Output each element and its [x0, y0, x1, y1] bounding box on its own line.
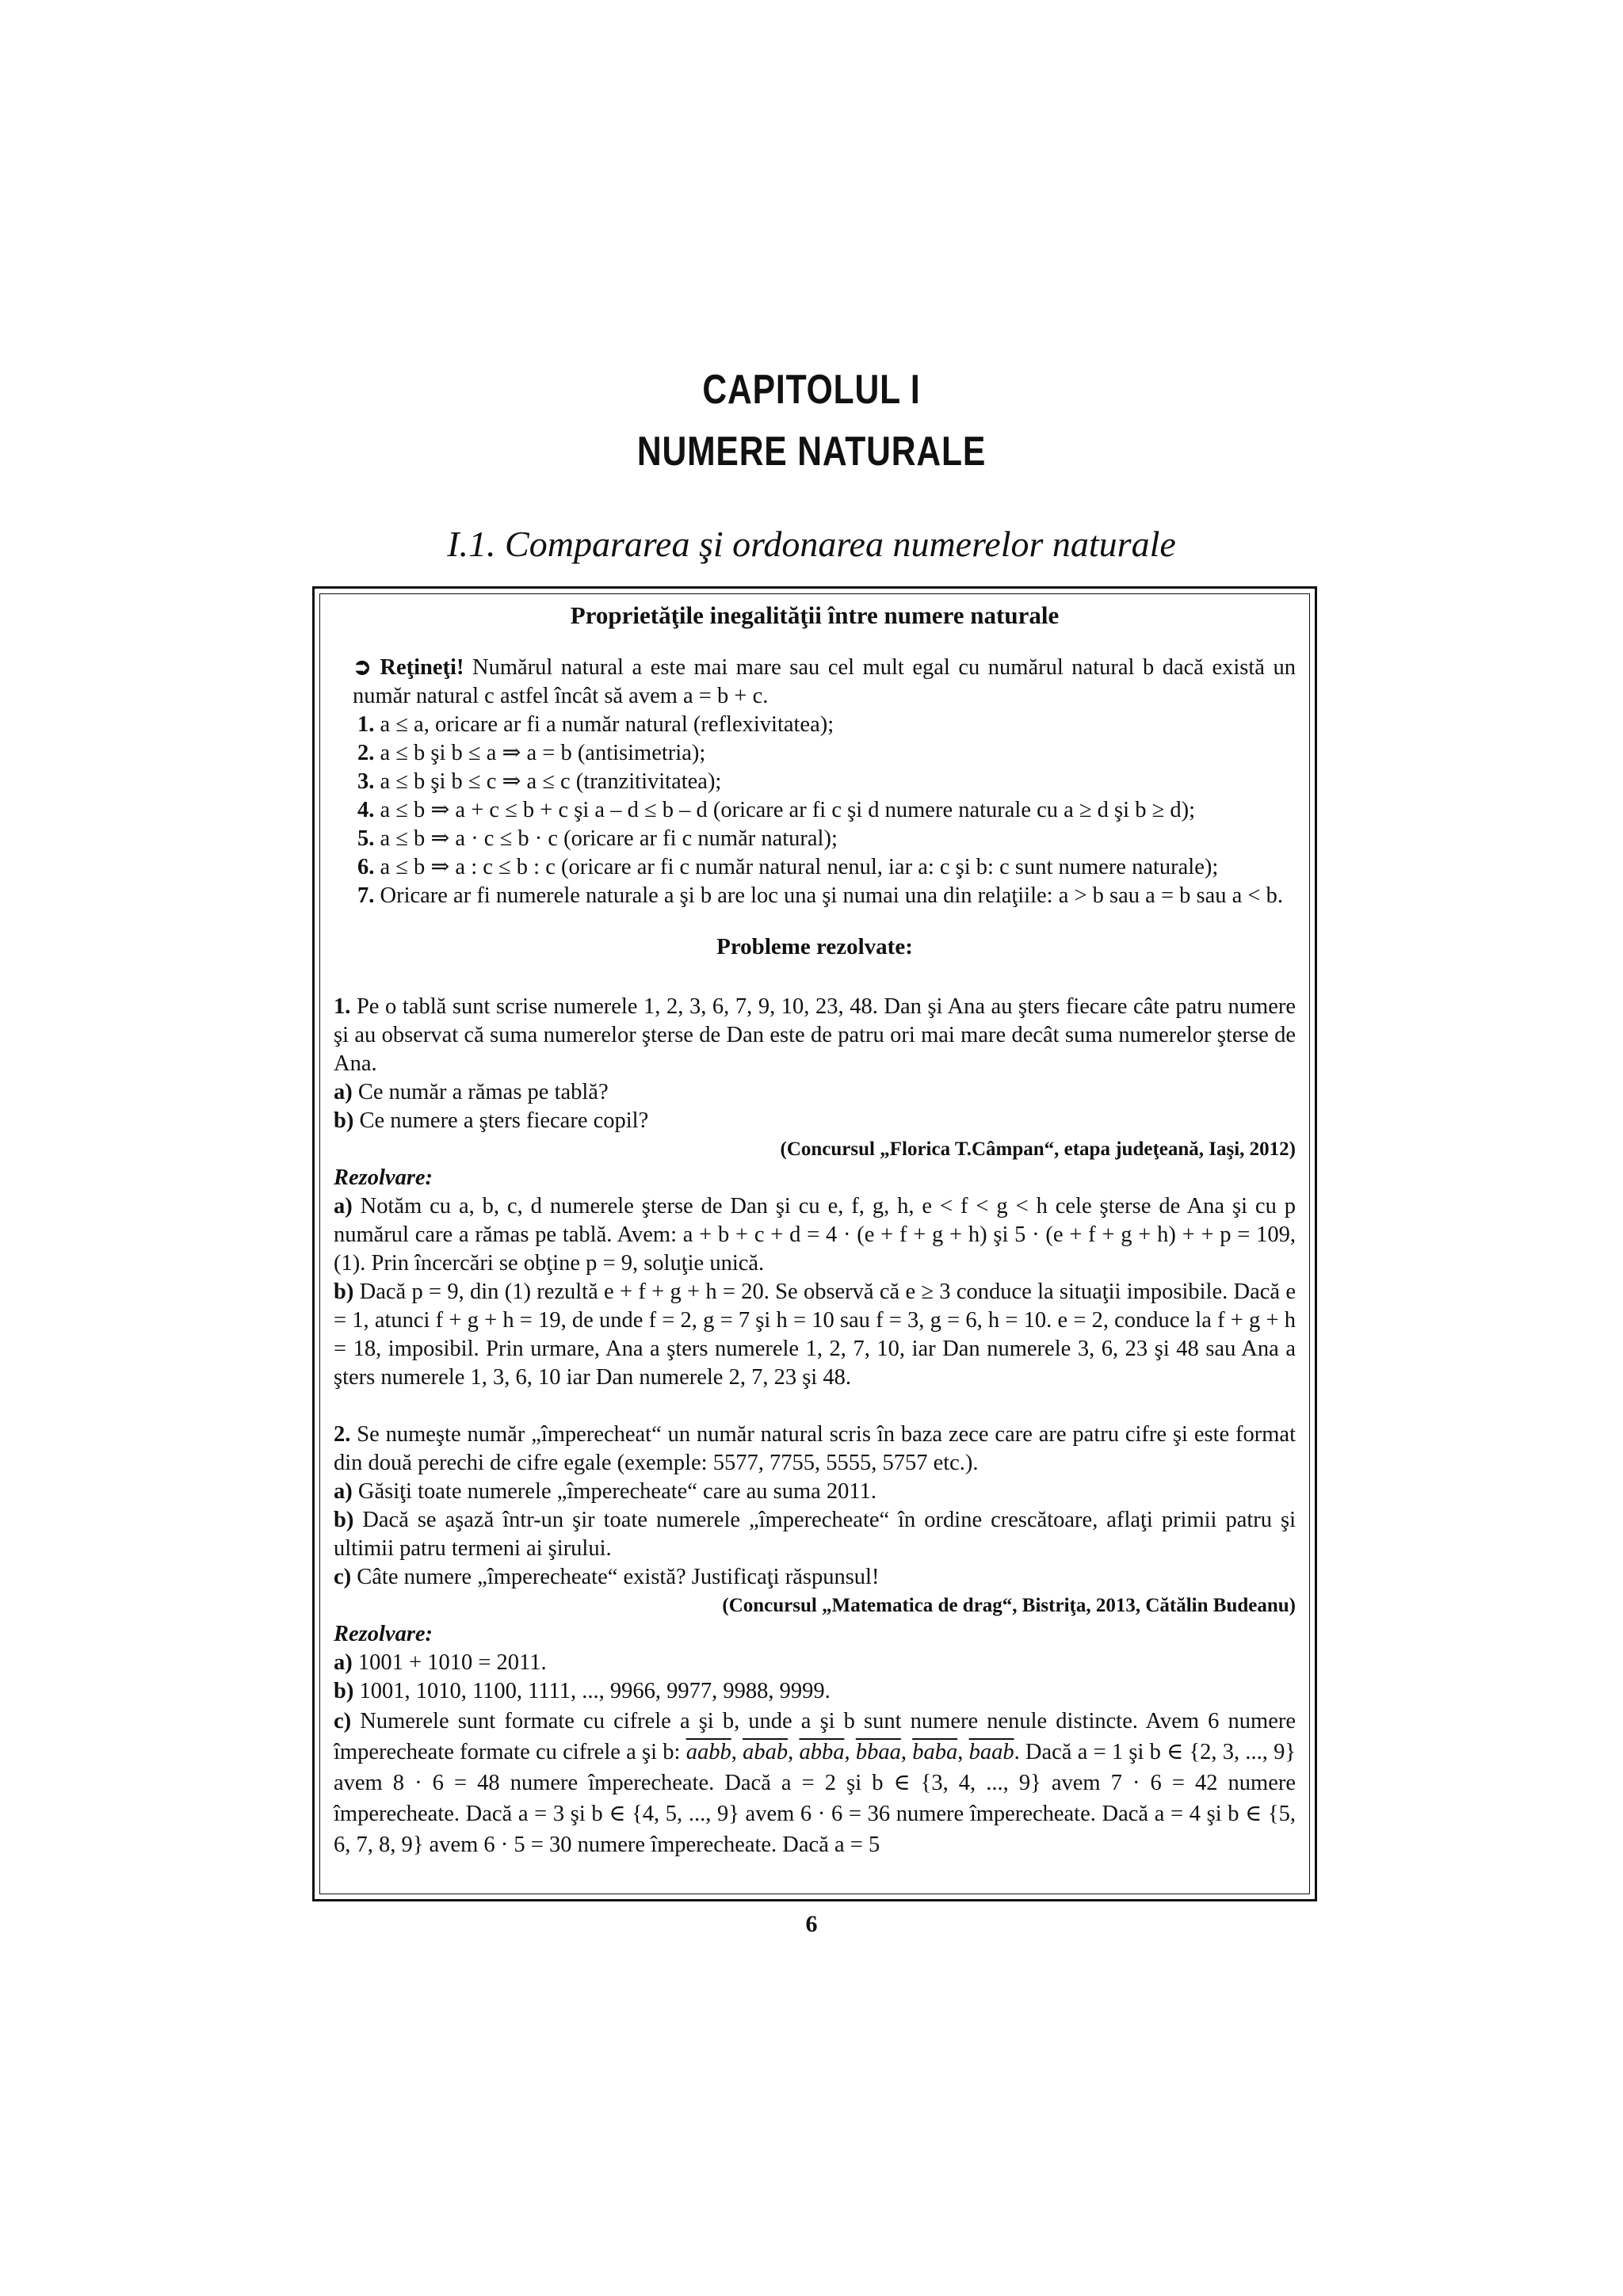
solved-problems-title: Probleme rezolvate: — [716, 934, 913, 959]
property-text: Oricare ar fi numerele naturale a şi b are loc una şi numai una din relaţiile: a > b sau a = b sau a < b. — [374, 883, 1283, 908]
solution-text: Numerele sunt formate cu cifrele a şi b, unde a şi b sunt numere nenule distincte. Avem 6 numere împerecheate formate cu cifrele a şi b: — [334, 1709, 1296, 1764]
problem-1-source: (Concursul „Florica T.Câmpan“, etapa judeţeană, Iaşi, 2012) — [780, 1138, 1296, 1160]
property-item — [334, 711, 1296, 739]
solution-text: 1001, 1010, 1100, 1111, ..., 9966, 9977, 9988, 9999. — [353, 1679, 831, 1703]
problem-text: Pe o tablă sunt scrise numerele 1, 2, 3, 6, 7, 9, 10, 23, 48. Dan şi Ana au şters fiecare câte patru numere şi au observat că suma numerelor şterse de Dan este de patru ori mai mare decât suma numerelor şterse de Ana. — [334, 994, 1296, 1076]
problem-1-statement — [334, 993, 1296, 1078]
problem-2-solution-a — [334, 1649, 1296, 1677]
question-text: Ce număr a rămas pe tablă? — [352, 1080, 609, 1104]
solution-text: . Dacă a = 1 şi b ∈ {2, 3, ..., 9} avem 8 · 6 = 48 numere împerecheate. Dacă a = 2 şi b ∈ {3, 4, ..., 9} avem 7 · 6 = 42 numere împerecheate. Dacă a = 3 şi b ∈ {4, 5, ..., 9} avem 6 · 6 = 36 numere împerecheate. Dacă a = 4 şi b ∈ {5, 6, 7, 8, 9} avem 6 · 5 = 30 numere împerecheate. Dacă a = 5 — [334, 1740, 1296, 1857]
overline-number: aabb — [685, 1740, 731, 1764]
question-label: b) — [334, 1108, 354, 1133]
properties-list — [334, 711, 1296, 910]
solution-text: 1001 + 1010 = 2011. — [352, 1650, 547, 1675]
property-text: a ≤ b şi b ≤ a ⇒ a = b (antisimetria); — [374, 741, 706, 765]
solution-label: c) — [334, 1709, 352, 1733]
problem-2-solution-b — [334, 1677, 1296, 1706]
problem-2-statement — [334, 1421, 1296, 1478]
overline-number: abab — [743, 1740, 789, 1764]
problem-1-solution-b — [334, 1278, 1296, 1392]
property-item — [334, 825, 1296, 853]
problem-1-solution-label: Rezolvare: — [334, 1165, 433, 1190]
property-item — [334, 768, 1296, 796]
chapter-title: CAPITOLUL I — [702, 367, 921, 413]
solution-label: b) — [334, 1280, 354, 1304]
overline-number: baab — [968, 1740, 1014, 1764]
property-text: a ≤ b ⇒ a · c ≤ b · c (oricare ar fi c număr natural); — [374, 826, 838, 851]
problem-2-source: (Concursul „Matematica de drag“, Bistriţa, 2013, Cătălin Budeanu) — [722, 1595, 1296, 1616]
problem-2 — [334, 1421, 1296, 1860]
question-label: a) — [334, 1479, 353, 1504]
box-title: Proprietăţile inegalităţii între numere naturale — [570, 601, 1060, 629]
section-title: I.1. Compararea şi ordonarea numerelor naturale — [447, 524, 1176, 564]
property-item — [334, 882, 1296, 910]
content-box — [312, 586, 1317, 1901]
property-text: a ≤ b ⇒ a : c ≤ b : c (oricare ar fi c număr natural nenul, iar a: c şi b: c sunt numere naturale); — [374, 855, 1219, 879]
solution-label: b) — [334, 1679, 354, 1703]
problem-2-question-c — [334, 1563, 1296, 1592]
solution-label: a) — [334, 1194, 353, 1219]
problem-2-question-b — [334, 1506, 1296, 1563]
retineti-paragraph — [334, 654, 1296, 711]
property-number: 5. — [357, 826, 375, 851]
problem-2-solution-c: c) Numerele sunt formate cu cifrele a şi b, unde a şi b sunt numere nenule distincte. Avem 6 numere împerecheate formate cu cifrele a şi b: aabb, abab, abba, bbaa, baba, baab. Dacă a = 1 şi b ∈ {2, 3, ..., 9} avem 8 · 6 = 48 numere împerecheate. Dacă a = 2 şi b ∈ {3, 4, ..., 9} avem 7 · 6 = 42 numere împerecheate. Dacă a = 3 şi b ∈ {4, 5, ..., 9} avem 6 · 6 = 36 numere împerecheate. Dacă a = 4 şi b ∈ {5, 6, 7, 8, 9} avem 6 · 5 = 30 numere împerecheate. Dacă a = 5 — [334, 1709, 1296, 1857]
question-label: c) — [334, 1565, 352, 1589]
problem-2-question-a — [334, 1478, 1296, 1506]
solution-label: a) — [334, 1650, 353, 1675]
question-label: b) — [334, 1508, 354, 1532]
property-number: 3. — [357, 769, 375, 794]
question-label: a) — [334, 1080, 353, 1104]
chapter-subtitle: NUMERE NATURALE — [636, 429, 987, 475]
problem-1-question-a — [334, 1078, 1296, 1107]
property-number: 7. — [357, 883, 375, 908]
property-item — [334, 739, 1296, 768]
property-number: 1. — [357, 712, 375, 737]
overline-number: bbaa — [855, 1740, 901, 1764]
question-text: Găsiţi toate numerele „împerecheate“ care au suma 2011. — [352, 1479, 876, 1504]
property-text: a ≤ b ⇒ a + c ≤ b + c şi a – d ≤ b – d (oricare ar fi c şi d numere naturale cu a ≥ d şi b ≥ d); — [374, 798, 1195, 822]
problem-number: 2. — [334, 1422, 351, 1447]
property-item — [334, 853, 1296, 882]
page-number: 6 — [805, 1911, 818, 1937]
question-text: Ce numere a şters fiecare copil? — [353, 1108, 649, 1133]
property-text: a ≤ a, oricare ar fi a număr natural (reflexivitatea); — [374, 712, 834, 737]
property-number: 6. — [357, 855, 375, 879]
problem-text: Se numeşte număr „împerecheat“ un număr natural scris în baza zece care are patru cifre şi este format din două perechi de cifre egale (exemple: 5577, 7755, 5555, 5757 etc.). — [334, 1422, 1296, 1475]
property-text: a ≤ b şi b ≤ c ⇒ a ≤ c (tranzitivitatea); — [374, 769, 722, 794]
question-text: Câte numere „împerecheate“ există? Justificaţi răspunsul! — [351, 1565, 880, 1589]
problem-number: 1. — [334, 994, 351, 1019]
problem-1 — [334, 993, 1296, 1392]
property-number: 4. — [357, 798, 375, 822]
overline-number: abba — [799, 1740, 845, 1764]
question-text: Dacă se aşază într-un şir toate numerele „împerecheate“ în ordine crescătoare, aflaţi primii patru şi ultimii patru termeni ai şirului. — [334, 1508, 1296, 1561]
solution-text: Notăm cu a, b, c, d numerele şterse de Dan şi cu e, f, g, h, e < f < g < h cele şterse de Ana şi cu p numărul care a rămas pe tablă. Avem: a + b + c + d = 4 · (e + f + g + h) şi 5 · (e + f + g + h) + + p = 109, (1). Prin încercări se obţine p = 9, soluţie unică. — [334, 1194, 1296, 1276]
arrow-icon: ➲ — [353, 655, 380, 680]
problem-1-question-b — [334, 1107, 1296, 1135]
retineti-text: Numărul natural a este mai mare sau cel mult egal cu numărul natural b dacă există un număr natural c astfel încât să avem a = b + c. — [353, 655, 1296, 708]
problem-2-solution-label: Rezolvare: — [334, 1622, 433, 1646]
property-item — [334, 796, 1296, 825]
box-content — [334, 601, 1296, 1860]
overline-number: baba — [912, 1740, 958, 1764]
problem-1-solution-a — [334, 1192, 1296, 1278]
solution-text: Dacă p = 9, din (1) rezultă e + f + g + h = 20. Se observă că e ≥ 3 conduce la situaţii imposibile. Dacă e = 1, atunci f + g + h = 19, de unde f = 2, g = 7 şi h = 10 sau f = 3, g = 6, h = 10. e = 2, conduce la f + g + h = 18, imposibil. Prin urmare, Ana a şters numerele 1, 2, 7, 10, iar Dan numerele 3, 6, 23 şi 48 sau Ana a şters numerele 1, 3, 6, 10 iar Dan numerele 2, 7, 23 şi 48. — [334, 1280, 1296, 1390]
retineti-label: Reţineţi! — [380, 655, 464, 680]
property-number: 2. — [357, 741, 375, 765]
